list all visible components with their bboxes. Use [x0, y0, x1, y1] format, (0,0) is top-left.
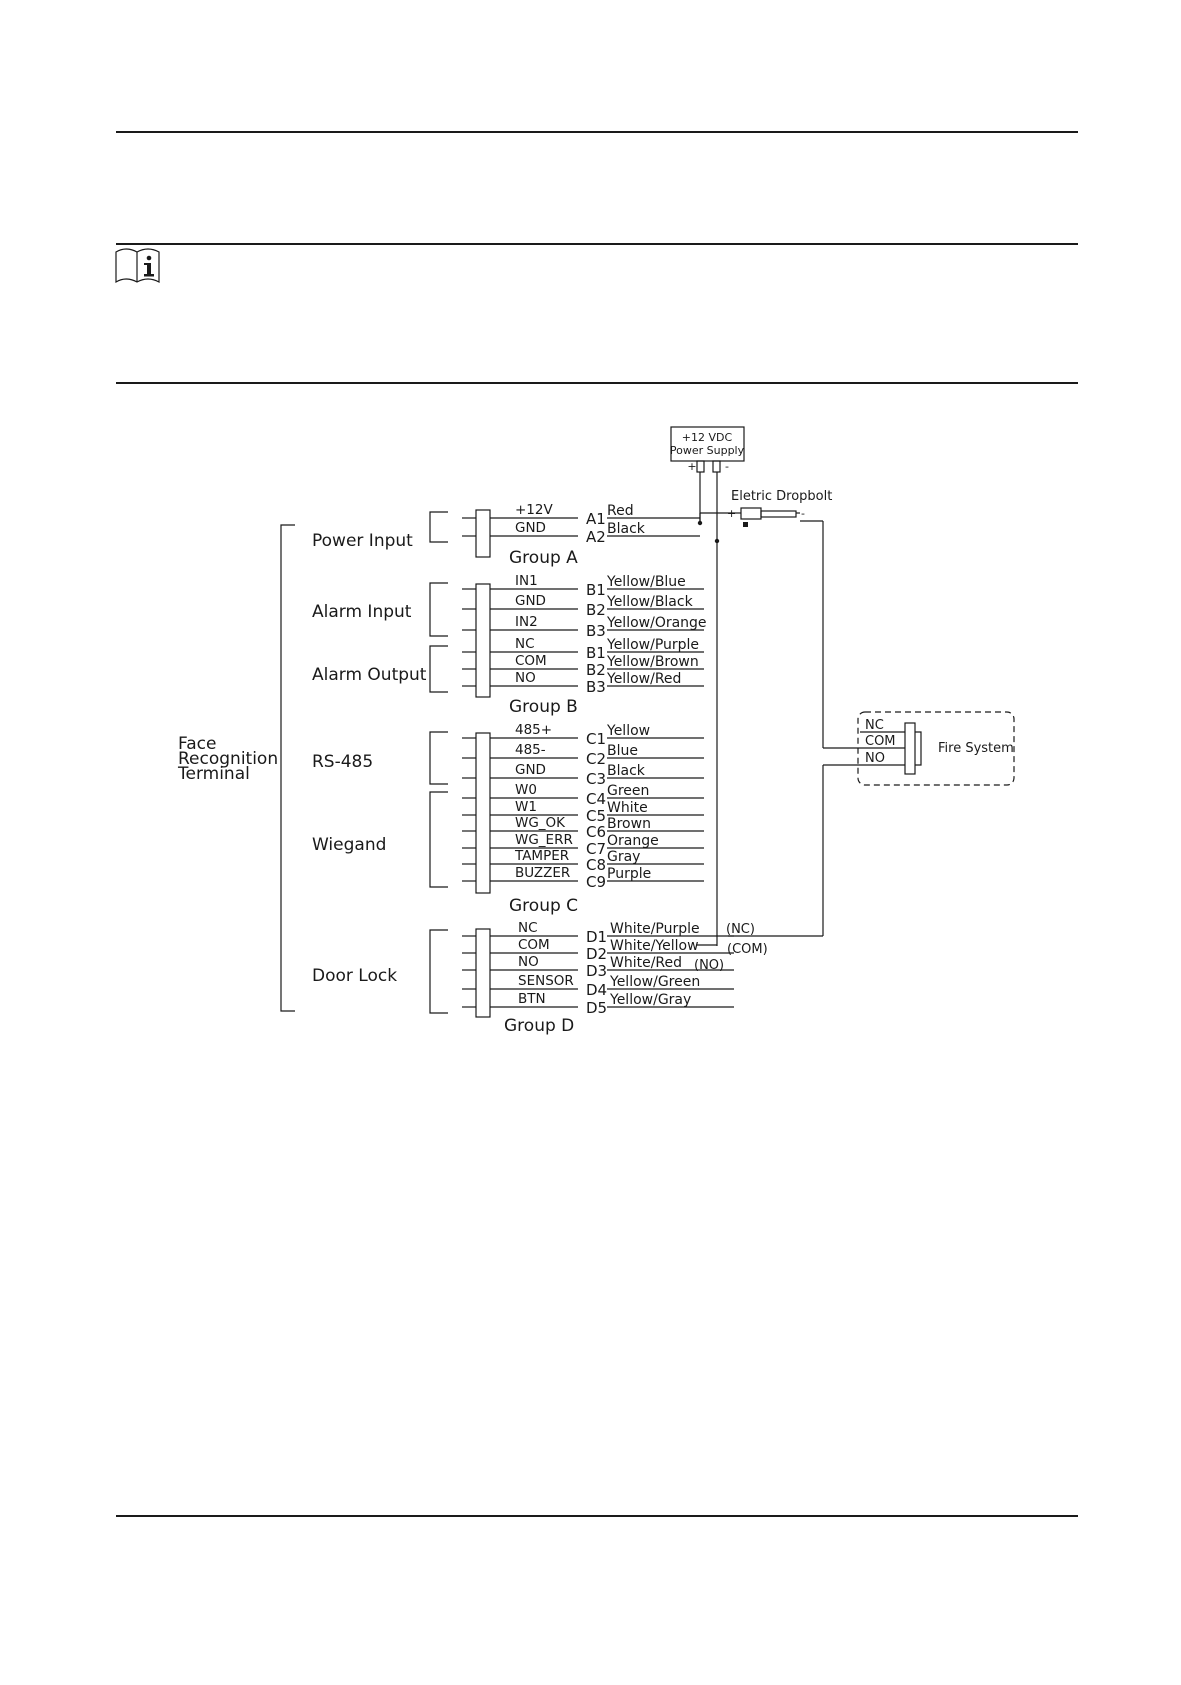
pin-label: 485+	[515, 722, 553, 738]
svg-text:-: -	[801, 507, 805, 520]
pin-label: COM	[518, 937, 550, 953]
pin-id: D2	[586, 945, 608, 963]
svg-text:Eletric Dropbolt: Eletric Dropbolt	[731, 489, 833, 504]
pin-id: B1	[586, 581, 606, 599]
connector-3	[476, 733, 490, 893]
wire-color: Yellow/Orange	[607, 615, 707, 631]
pin-label: SENSOR	[518, 973, 574, 989]
pin-label: COM	[515, 653, 547, 669]
wire-rows	[476, 502, 737, 1036]
wire-color: White/Red	[610, 955, 683, 971]
wire-color: Yellow/Brown	[607, 654, 699, 670]
wire-color: Orange	[607, 833, 659, 849]
pin-label: NO	[518, 954, 539, 970]
pin-label: GND	[515, 520, 546, 536]
svg-text:(NC): (NC)	[726, 922, 755, 937]
svg-text:-: -	[725, 460, 729, 473]
pin-label: +12V	[515, 502, 553, 518]
terminal-bracket	[281, 525, 295, 1011]
pin-id: D5	[586, 999, 608, 1017]
wire-row	[490, 991, 734, 1017]
pin-id: B3	[586, 622, 606, 640]
wire-color: Yellow	[607, 723, 651, 739]
svg-text:Fire System: Fire System	[938, 741, 1014, 756]
svg-text:Power Supply: Power Supply	[669, 444, 745, 457]
connector-2	[476, 584, 490, 697]
pin-label: BTN	[518, 991, 546, 1007]
group-label: Group C	[509, 896, 579, 916]
section-label: Door Lock	[312, 966, 398, 986]
pin-id: B2	[586, 661, 606, 679]
pin-label: W1	[515, 799, 537, 815]
svg-text:Face: Face	[178, 734, 217, 754]
svg-text:Terminal: Terminal	[178, 764, 250, 784]
pin-id: D1	[586, 928, 608, 946]
pin-id: C1	[586, 730, 607, 748]
section-label: Alarm Input	[312, 602, 412, 622]
section-label: Alarm Output	[312, 665, 427, 685]
pin-id: C2	[586, 750, 607, 768]
svg-text:COM: COM	[865, 734, 896, 749]
wire-color: Purple	[607, 866, 652, 882]
fire-system	[823, 712, 1014, 936]
pin-label: GND	[515, 593, 546, 609]
svg-text:+: +	[687, 460, 697, 473]
pin-label: W0	[515, 782, 537, 798]
wire-color: Yellow/Blue	[607, 574, 686, 590]
wire-color: Yellow/Green	[610, 974, 701, 990]
connector-1	[476, 510, 490, 557]
wire-color: White/Yellow	[610, 938, 699, 954]
pin-id: C9	[586, 873, 607, 891]
pin-id: D4	[586, 981, 608, 999]
pin-id: C4	[586, 790, 607, 808]
wire-color: Green	[607, 783, 650, 799]
pin-label: WG_ERR	[515, 832, 573, 848]
connector-4	[476, 929, 490, 1017]
pin-label: TAMPER	[515, 848, 570, 864]
interface-sections	[312, 512, 476, 1013]
wire-color: Gray	[607, 849, 641, 865]
pin-id: B1	[586, 644, 606, 662]
pin-label: WG_OK	[515, 815, 566, 831]
pin-label: NC	[518, 920, 538, 936]
face-recognition-terminal-label	[177, 734, 278, 784]
group-label: Group D	[504, 1016, 575, 1036]
pin-label: NC	[515, 636, 535, 652]
pin-label: IN2	[515, 614, 538, 630]
pin-id: C5	[586, 807, 607, 825]
pin-id: C6	[586, 823, 607, 841]
pin-label: GND	[515, 762, 546, 778]
wire-color: Yellow/Red	[607, 671, 682, 687]
svg-text:(NO): (NO)	[694, 958, 725, 973]
note-icon	[116, 249, 159, 282]
section-label: Power Input	[312, 531, 413, 551]
pin-id: C8	[586, 856, 607, 874]
pin-id: C3	[586, 770, 607, 788]
pin-id: D3	[586, 962, 608, 980]
svg-text:NC: NC	[865, 718, 884, 733]
group-label: Group A	[509, 548, 578, 568]
wire-color: Black	[607, 521, 645, 537]
svg-text:+: +	[727, 507, 737, 520]
pin-label: NO	[515, 670, 536, 686]
pin-id: C7	[586, 840, 607, 858]
svg-text:NO: NO	[865, 751, 885, 766]
pin-id: A2	[586, 528, 606, 546]
pin-id: B2	[586, 601, 606, 619]
svg-text:+12 VDC: +12 VDC	[681, 431, 733, 444]
power-supply	[670, 427, 745, 543]
pin-label: IN1	[515, 573, 538, 589]
wire-color: White	[607, 800, 648, 816]
svg-text:(COM): (COM)	[727, 942, 768, 957]
wire-color: Yellow/Black	[607, 594, 693, 610]
wire-color: Brown	[607, 816, 651, 832]
section-label: Wiegand	[312, 835, 387, 855]
svg-text:Recognition: Recognition	[178, 749, 279, 769]
wire-color: Yellow/Gray	[610, 992, 692, 1008]
pin-id: A1	[586, 510, 606, 528]
wire-color: Black	[607, 763, 645, 779]
pin-id: B3	[586, 678, 606, 696]
wire-color: Red	[607, 503, 634, 519]
wire-color: Yellow/Purple	[607, 637, 700, 653]
door-lock-connections	[694, 541, 823, 973]
wire-color: Blue	[607, 743, 638, 759]
electric-dropbolt	[700, 489, 860, 748]
group-label: Group B	[509, 697, 578, 717]
pin-label: 485-	[515, 742, 546, 758]
wire-color: White/Purple	[610, 921, 700, 937]
section-label: RS-485	[312, 752, 374, 772]
pin-label: BUZZER	[515, 865, 571, 881]
